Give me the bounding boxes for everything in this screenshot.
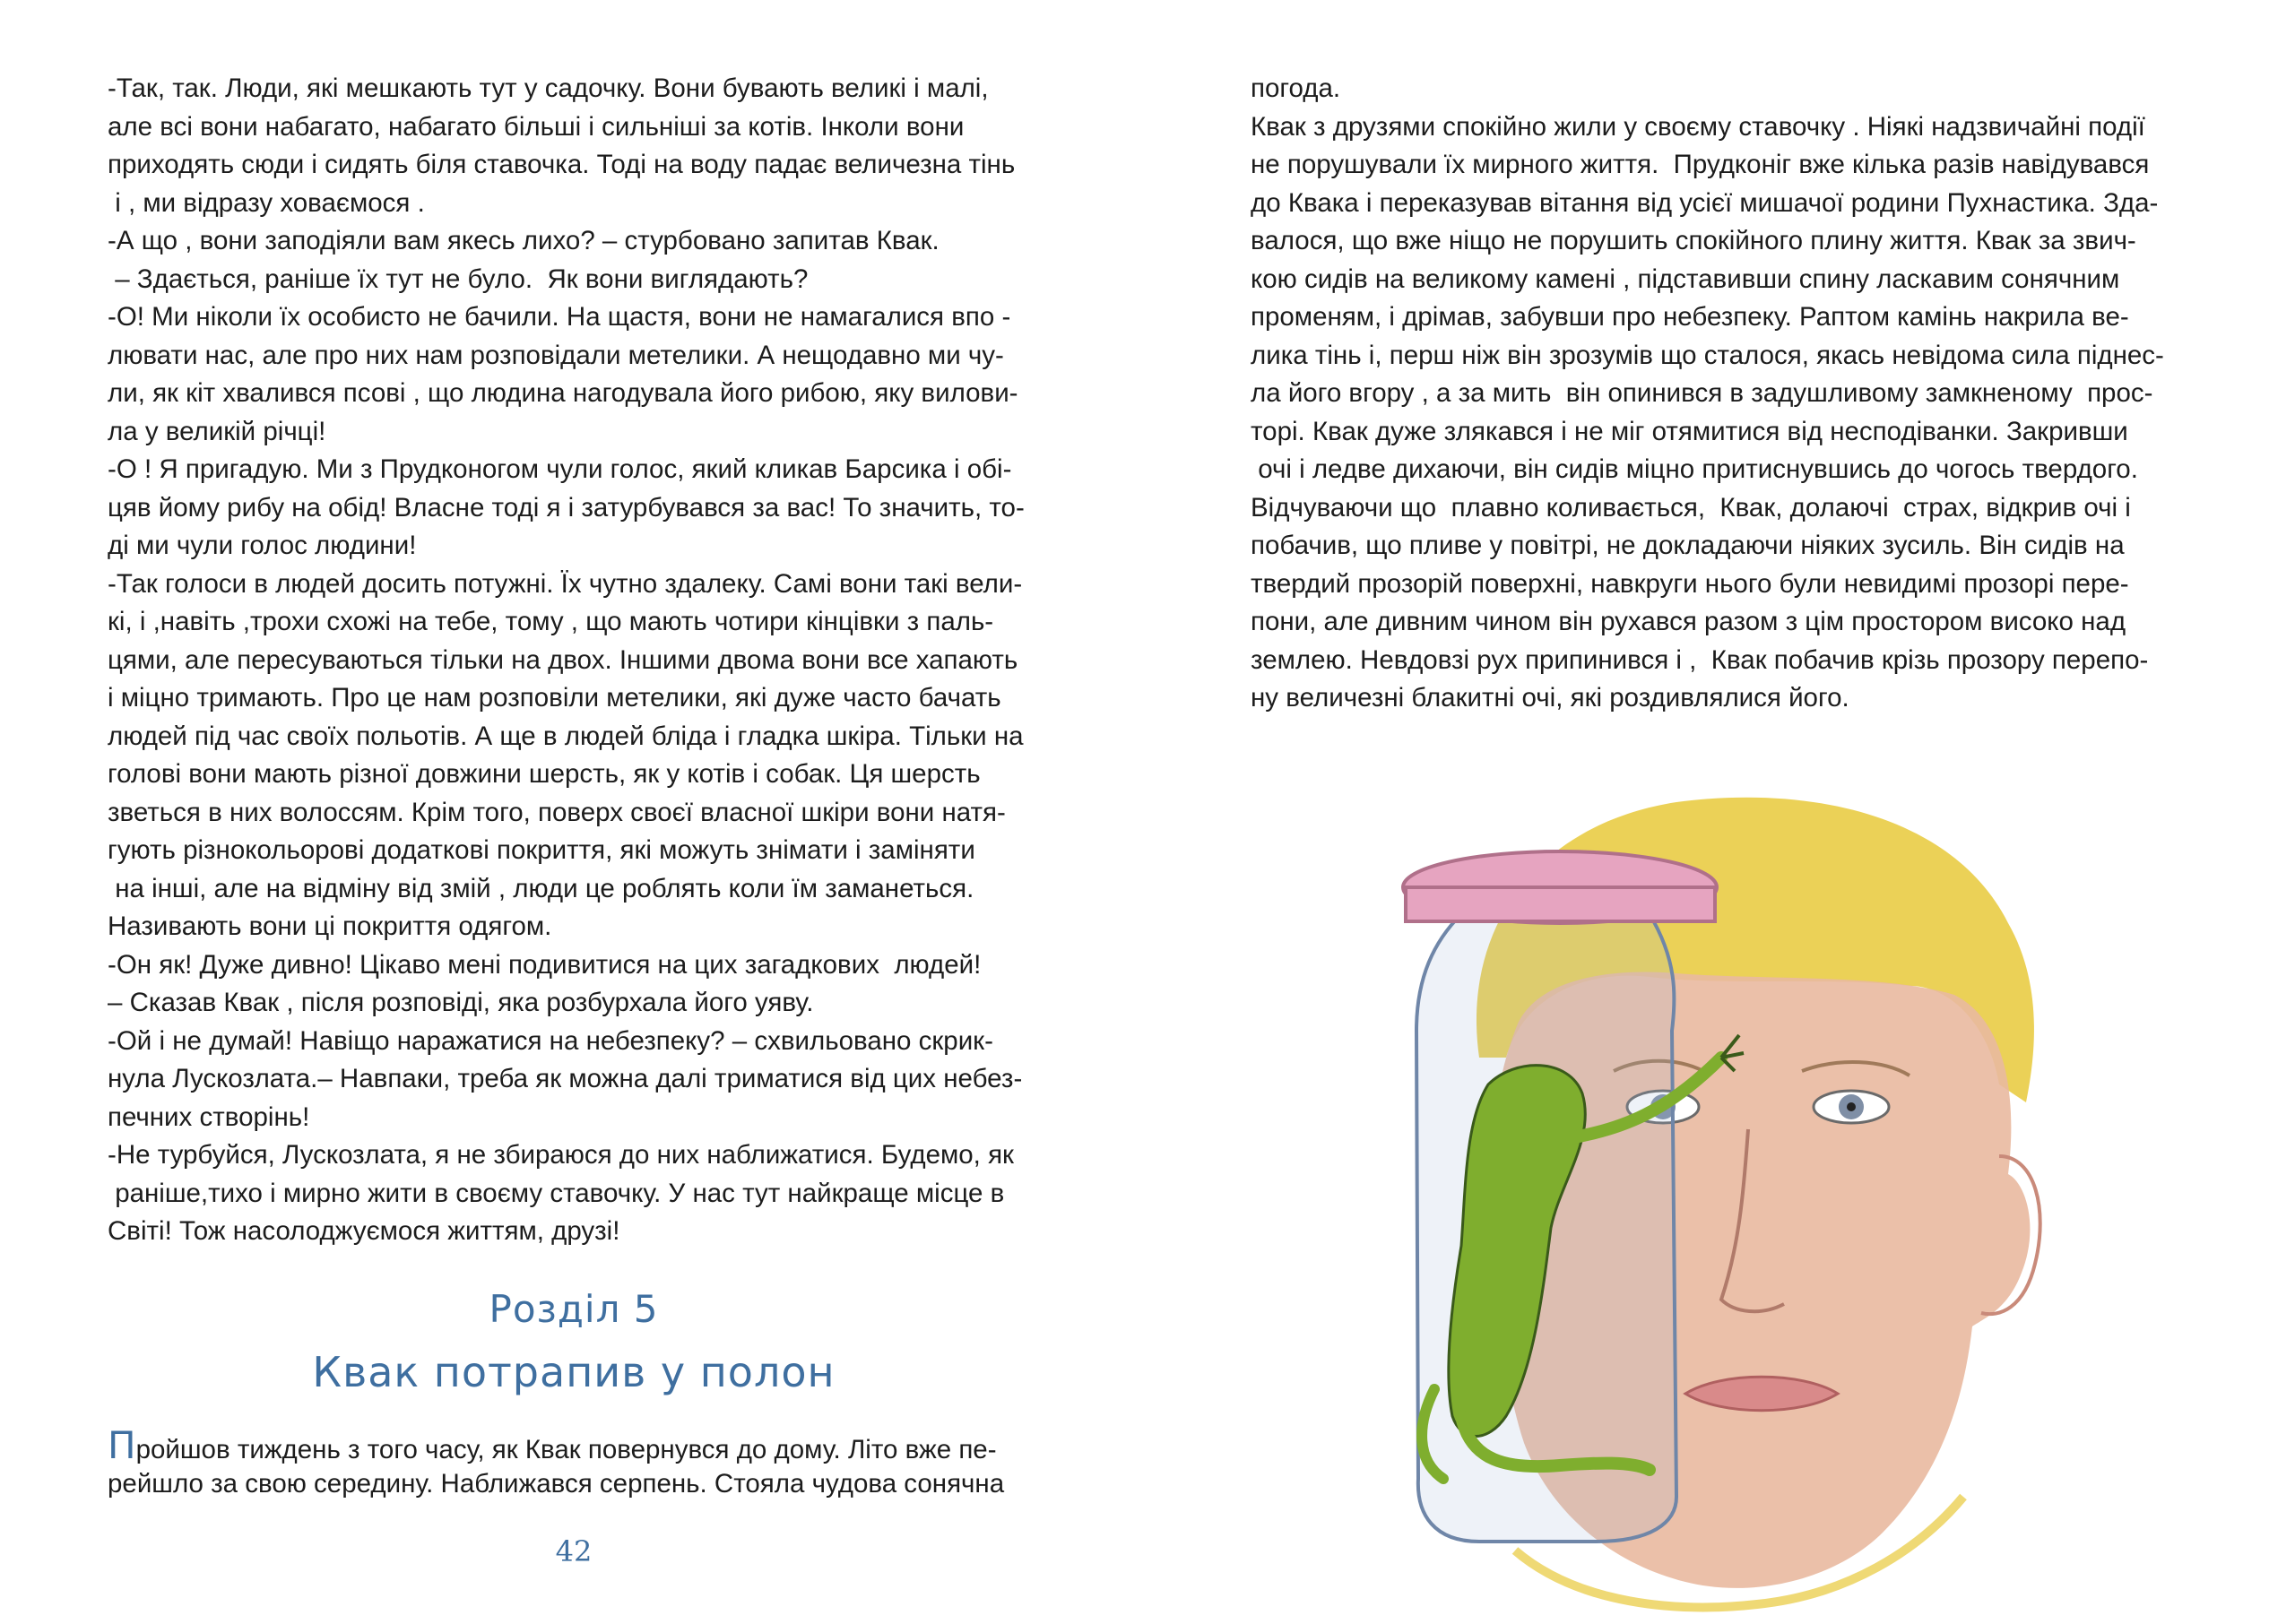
text-line-content: рейшло за свою середину. Наближався серпень. Стояла чудова сонячна	[108, 1468, 1005, 1499]
text-line: печних створінь!	[108, 1101, 310, 1132]
text-line: на інші, але на відміну від змій , люди це роблять коли їм заманеться.	[108, 873, 974, 903]
text-line: нула Лускозлата.– Навпаки, треба як можна далі триматися від цих небез-	[108, 1064, 1023, 1093]
text-line: ді ми чули голос людини!	[108, 531, 417, 560]
text-line: ла його вгору , а за мить він опинився в задушливому замкненому прос-	[1251, 378, 2153, 408]
text-line: лювати нас, але про них нам розповідали метелики. А нещодавно ми чу-	[108, 340, 1004, 370]
text-line: Світі! Тож насолоджуємося життям, друзі!	[108, 1216, 620, 1246]
text-line: – Сказав Квак , після розповіді, яка розбурхала його уяву.	[108, 988, 814, 1017]
text-line: ли, як кіт хвалився псові , що людина нагодувала його рибою, яку вилови-	[108, 378, 1018, 408]
text-line: цяв йому рибу на обід! Власне тоді я і затурбувався за вас! То значить, то-	[108, 492, 1025, 523]
text-line: ну величезні блакитні очі, які роздивлялися його.	[1251, 683, 1849, 713]
drop-cap: П	[108, 1423, 136, 1467]
text-line: -А що , вони заподіяли вам якесь лихо? – стурбовано запитав Квак.	[108, 226, 940, 255]
text-line: кі, і ,навіть ,трохи схожі на тебе, тому , що мають чотири кінцівки з паль-	[108, 607, 994, 636]
text-line: Відчуваючи що плавно коливається, Квак, долаючі страх, відкрив очі і	[1251, 492, 2131, 523]
text-line: -Так голоси в людей досить потужні. Їх чутно здалеку. Самі вони такі вели-	[108, 568, 1023, 599]
text-line: пони, але дивним чином він рухався разом з цім простором високо над	[1251, 607, 2126, 636]
text-line: Квак з друзями спокійно жили у своєму ставочку . Ніякі надзвичайні події	[1251, 111, 2145, 142]
text-line: твердий прозорій поверхні, навкруги нього були невидимі прозорі пере-	[1251, 568, 2129, 599]
text-line: променям, і дрімав, забувши про небезпеку. Раптом камінь накрила ве-	[1251, 302, 2129, 332]
text-line	[108, 1423, 1103, 1467]
text-line: раніше,тихо і мирно жити в своєму ставочку. У нас тут найкраще місце в	[108, 1178, 1005, 1208]
chapter-title: Квак потрапив у полон	[312, 1348, 836, 1396]
text-line: але всі вони набагато, набагато більші і сильніші за котів. Інколи вони	[108, 111, 965, 142]
text-line: зветься в них волоссям. Крім того, поверх своєї власної шкіри вони натя-	[108, 797, 1006, 827]
text-line: землею. Невдовзі рух припинився і , Квак побачив крізь прозору перепо-	[1251, 644, 2149, 675]
text-line: – Здається, раніше їх тут не було. Як вони виглядають?	[108, 263, 809, 294]
text-line: людей під час своїх польотів. А ще в людей бліда і гладка шкіра. Тільки на	[108, 721, 1024, 751]
text-line: ла у великій річці!	[108, 416, 326, 446]
text-line: -О! Ми ніколи їх особисто не бачили. На щастя, вони не намагалися впо -	[108, 302, 1011, 332]
text-line: лика тінь і, перш ніж він зрозумів що сталося, якась невідома сила піднес-	[1251, 340, 2164, 370]
left-page-body-text	[108, 70, 1103, 1251]
text-line: гують різнокольорові додаткові покриття, які можуть знімати і заміняти	[108, 835, 975, 865]
frog-in-jar-illustration	[1381, 762, 2080, 1622]
text-line: і міцно тримають. Про це нам розповіли метелики, які дуже часто бачать	[108, 683, 1001, 713]
text-line: не порушували їх мирного життя. Прудконіг вже кілька разів навідувався	[1251, 150, 2150, 179]
text-line: до Квака і переказував вітання від усієї мишачої родини Пухнастика. Зда-	[1251, 187, 2159, 218]
text-line: кою сидів на великому камені , підставивши спину ласкавим сонячним	[1251, 263, 2120, 294]
text-line: очі і ледве дихаючи, він сидів міцно притиснувшись до чогось твердого.	[1251, 454, 2138, 484]
text-line: погода.	[1251, 73, 1341, 103]
text-line: торі. Квак дуже злякався і не міг отямитися від несподіванки. Закривши	[1251, 416, 2128, 446]
text-line: -О ! Я пригадую. Ми з Прудконогом чули голос, який кликав Барсика і обі-	[108, 454, 1012, 484]
text-line: валося, що вже ніщо не порушить спокійного плину життя. Квак за звич-	[1251, 226, 2136, 255]
text-line: -Не турбуйся, Лускозлата, я не збираюся до них наближатися. Будемо, як	[108, 1140, 1014, 1170]
text-line: приходять сюди і сидять біля ставочка. Тоді на воду падає величезна тінь	[108, 150, 1016, 179]
chapter-number: Розділ 5	[489, 1287, 659, 1331]
text-line: побачив, що пливе у повітрі, не докладаючи ніяких зусиль. Він сидів на	[1251, 531, 2125, 560]
text-line: -Он як! Дуже дивно! Цікаво мені подивитися на цих загадкових людей!	[108, 949, 982, 980]
text-line: -Так, так. Люди, які мешкають тут у садочку. Вони бувають великі і малі,	[108, 73, 989, 103]
text-line-content: ройшов тиждень з того часу, як Квак повернувся до дому. Літо вже пе-	[135, 1435, 997, 1464]
text-line: Називають вони ці покриття одягом.	[108, 911, 552, 941]
right-page-body-text	[1251, 70, 2246, 718]
text-line: цями, але пересуваються тільки на двох. Іншими двома вони все хапають	[108, 644, 1018, 675]
text-line: і , ми відразу ховаємося .	[108, 187, 425, 218]
text-line	[108, 1465, 1103, 1504]
text-line: голові вони мають різної довжини шерсть, як у котів і собак. Ця шерсть	[108, 759, 981, 789]
page-number: 42	[555, 1534, 593, 1568]
chapter-opening-text	[108, 1423, 1103, 1503]
text-line: -Ой і не думай! Навіщо наражатися на небезпеку? – схвильовано скрик-	[108, 1025, 993, 1056]
